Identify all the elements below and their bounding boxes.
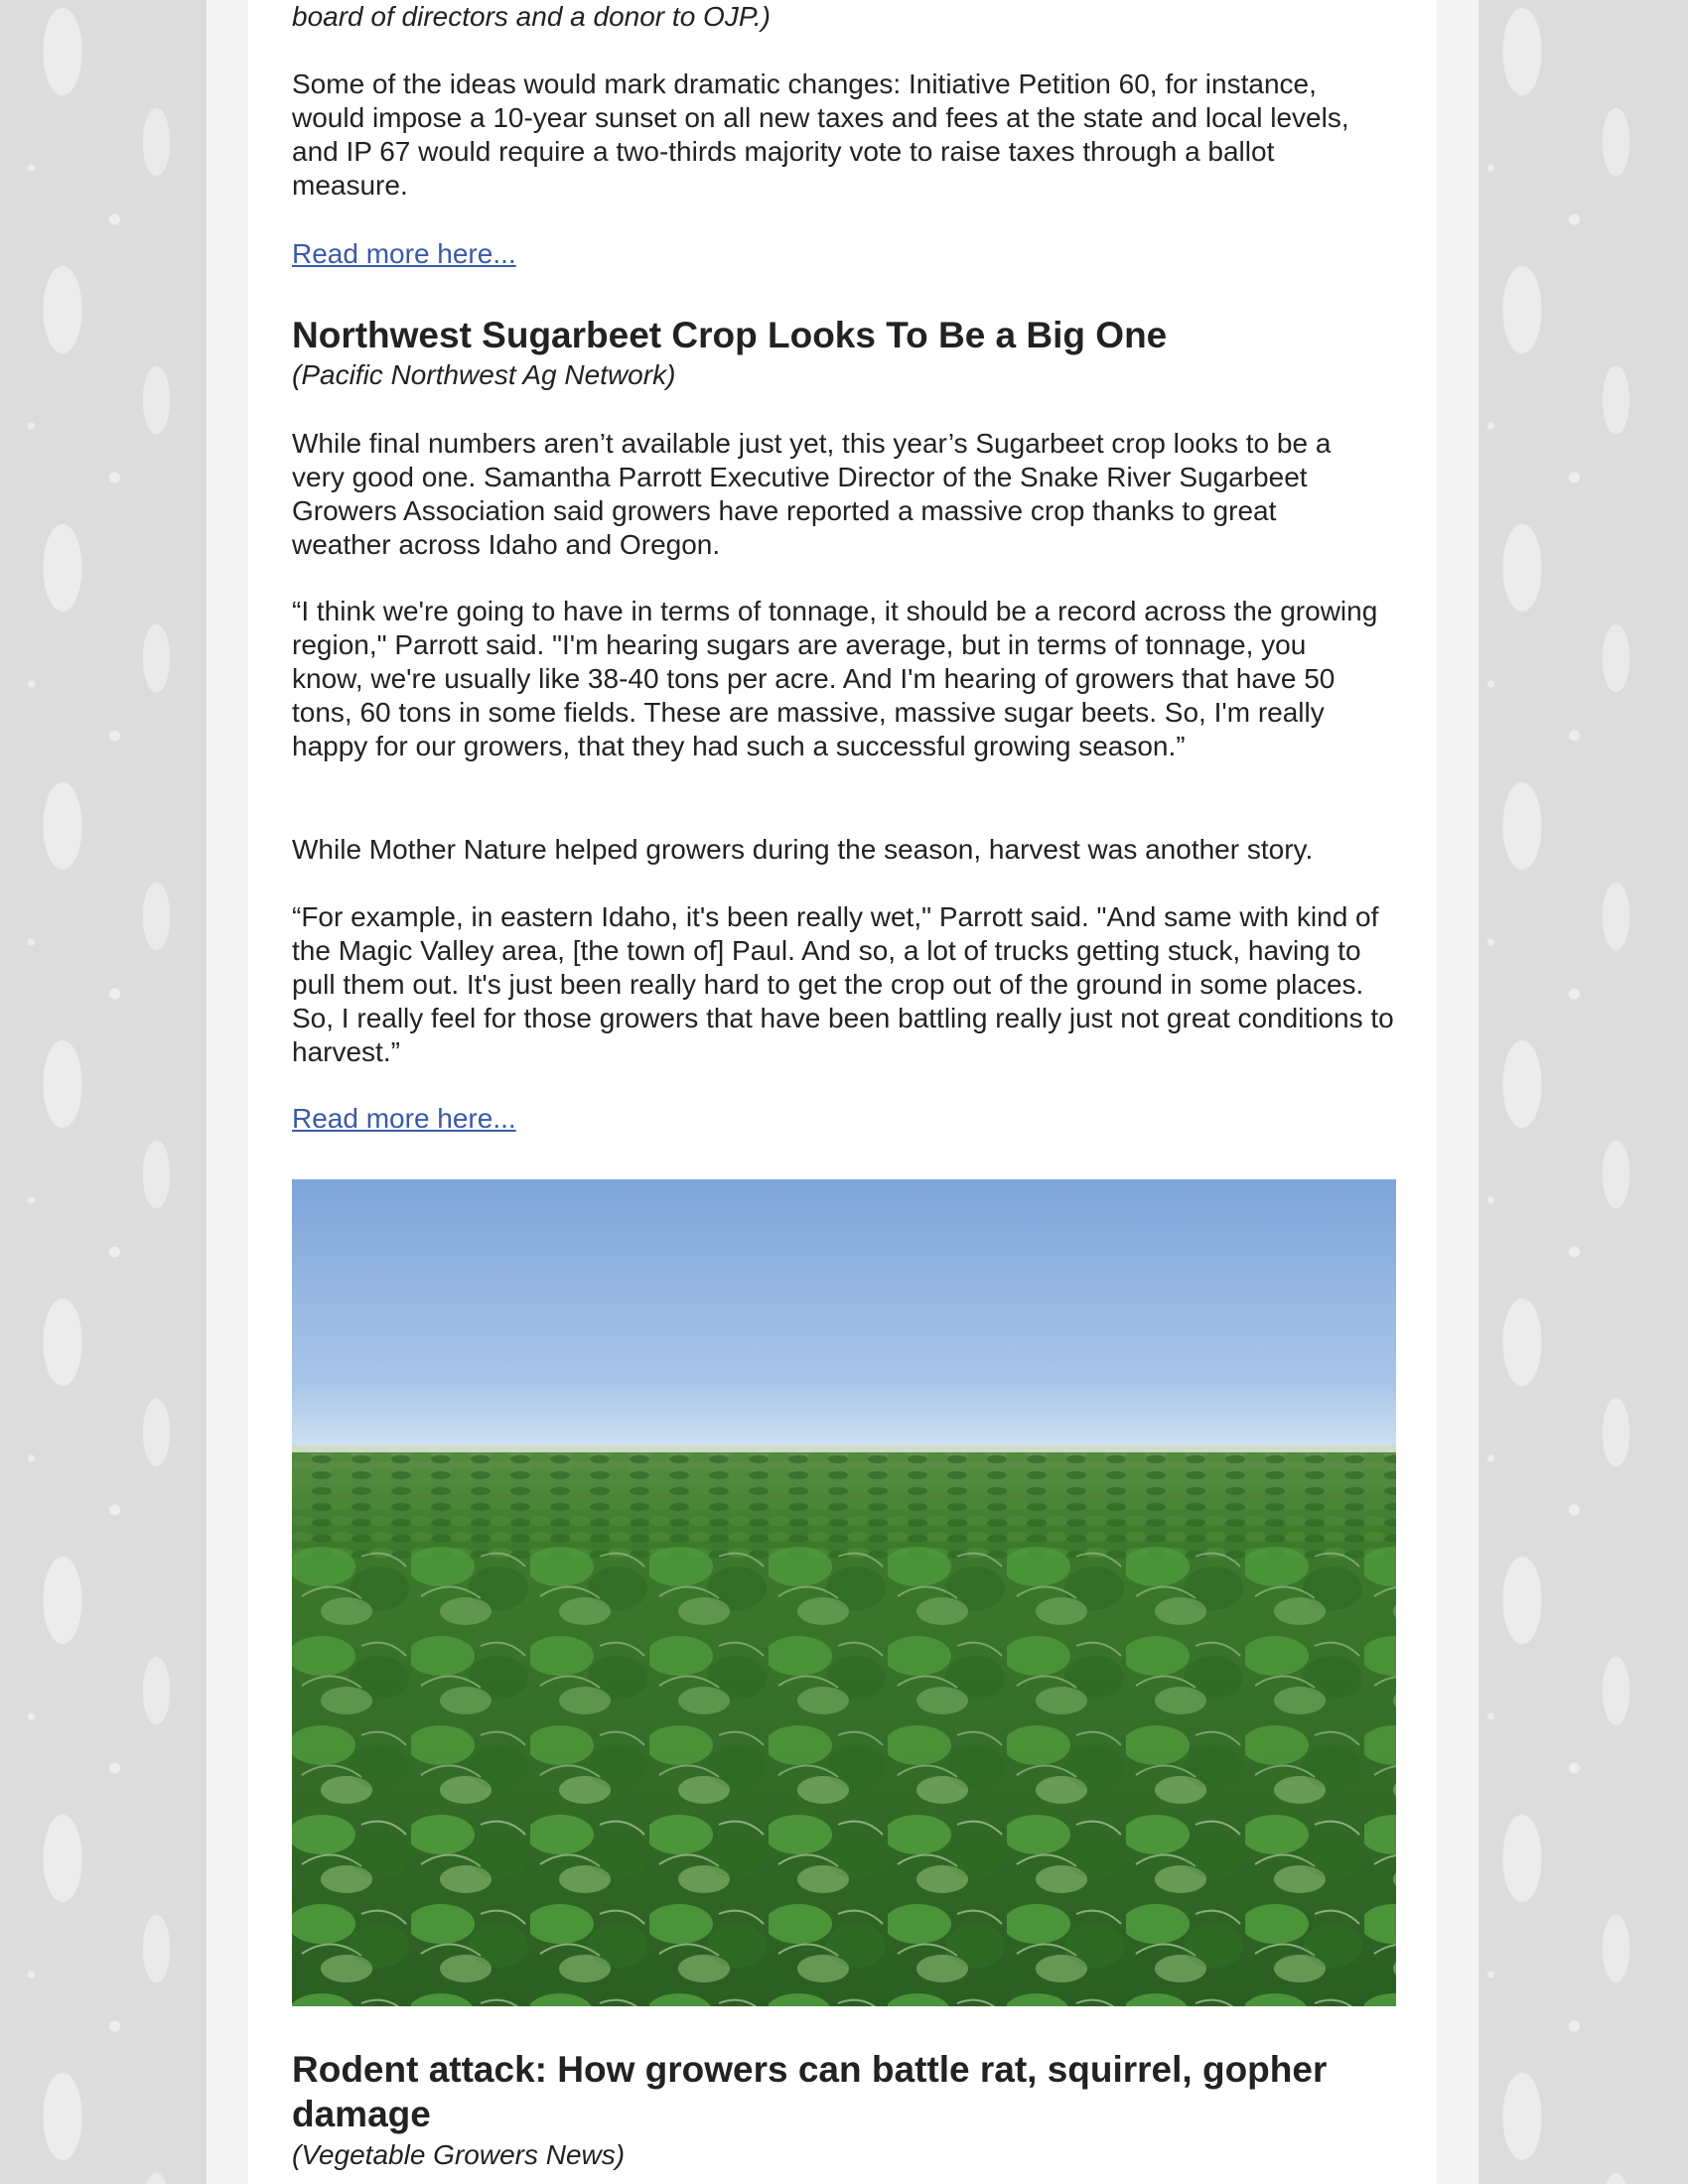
article2-paragraph-4: “For example, in eastern Idaho, it's been really wet," Parrott said. "And same with kind of the Magic Valley area, [the town of] Paul. And so, a lot of trucks getting stuck, having to pull them out. It's just been really hard to get the crop out of the ground in some places. So, I really feel for those growers that have been battling really just not great conditions to harvest.” (292, 901, 1394, 1067)
article2-paragraph-3: While Mother Nature helped growers during the season, harvest was another story. (292, 834, 1314, 865)
sugarbeet-field-photo[interactable] (292, 1179, 1396, 2006)
article1-intro-fragment: board of directors and a donor to OJP.) (292, 1, 771, 32)
article1-read-more-link[interactable]: Read more here... (292, 238, 516, 269)
article2-title: Northwest Sugarbeet Crop Looks To Be a Big One (292, 315, 1168, 355)
sugarbeet-field-image (292, 1179, 1396, 2006)
article2-paragraph-2: “I think we're going to have in terms of tonnage, it should be a record across the growing region," Parrott said. "I'm hearing sugars are average, but in terms of tonnage, you know, we're usually like 38-40 tons per acre. And I'm hearing of growers that have 50 tons, 60 tons in some fields. These are massive, massive sugar beets. So, I'm really happy for our growers, that they had such a successful growing season.” (292, 596, 1378, 761)
article2-paragraph-1: While final numbers aren’t available just yet, this year’s Sugarbeet crop looks to be a very good one. Samantha Parrott Executive Director of the Snake River Sugarbeet Growers Association said growers have reported a massive crop thanks to great weather across Idaho and Oregon. (292, 428, 1332, 560)
article3-title: Rodent attack: How growers can battle rat, squirrel, gopher damage (292, 2049, 1328, 2134)
article3-source: (Vegetable Growers News) (292, 2139, 626, 2170)
article2-source: (Pacific Northwest Ag Network) (292, 359, 676, 390)
article1-paragraph: Some of the ideas would mark dramatic changes: Initiative Petition 60, for instance, would impose a 10-year sunset on all new taxes and fees at the state and local levels, and IP 67 would require a two-thirds majority vote to raise taxes through a ballot measure. (292, 68, 1349, 201)
article2-read-more-link[interactable]: Read more here... (292, 1103, 516, 1134)
